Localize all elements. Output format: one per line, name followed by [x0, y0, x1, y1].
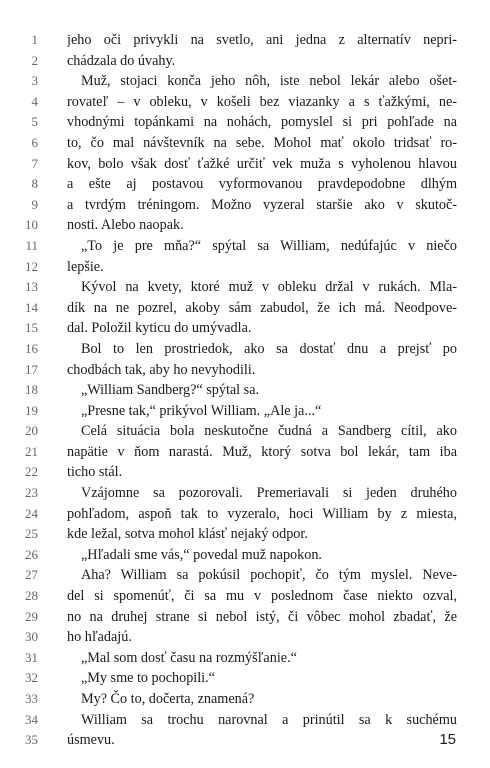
text-line — [0, 504, 490, 525]
line-text: a ešte aj postavou vyformovanou pravdepodobne dlhým — [67, 176, 457, 193]
text-line — [0, 710, 490, 731]
line-number: 28 — [25, 588, 38, 604]
line-number: 6 — [31, 134, 38, 150]
text-line — [0, 112, 490, 133]
text-line — [0, 195, 490, 216]
line-text: kde ležal, sotva mohol klásť nejaký odpor. — [67, 526, 308, 543]
text-line — [0, 133, 490, 154]
line-text: chodbách tak, aby ho nevyhodili. — [67, 361, 256, 378]
text-line — [0, 730, 490, 751]
text-line — [0, 607, 490, 628]
line-number: 3 — [31, 73, 38, 89]
line-number: 4 — [31, 93, 38, 109]
text-line — [0, 51, 490, 72]
text-line — [0, 339, 490, 360]
text-line — [0, 154, 490, 175]
text-line — [0, 360, 490, 381]
line-text: „Mal som dosť času na rozmýšľanie.“ — [81, 649, 297, 666]
text-line — [0, 401, 490, 422]
text-line — [0, 30, 490, 51]
line-number: 35 — [25, 732, 38, 748]
line-number: 1 — [31, 32, 38, 47]
text-line — [0, 421, 490, 442]
line-number: 15 — [25, 320, 38, 336]
line-text: William sa trochu narovnal a prinútil sa k suchému — [81, 711, 457, 728]
line-text: „William Sandberg?“ spýtal sa. — [81, 382, 260, 399]
line-number: 16 — [25, 340, 38, 356]
line-text: úsmevu. — [67, 732, 115, 749]
line-text: no na druhej strane si nebol istý, či vôbec mohol zbadať, že — [67, 608, 457, 625]
line-text: a tvrdým tréningom. Možno vyzeral staršie ako v skutoč- — [67, 196, 457, 213]
text-line — [0, 483, 490, 504]
line-text: Kývol na kvety, ktoré muž v obleku držal v rukách. Mla- — [81, 279, 457, 296]
line-text: „To je pre mňa?“ spýtal sa William, nedúfajúc v niečo — [81, 237, 457, 254]
line-text: to, čo mal návštevník na sebe. Mohol mať okolo tridsať ro- — [67, 134, 457, 151]
line-text: My? Čo to, dočerta, znamená? — [81, 691, 255, 707]
line-number: 32 — [25, 670, 38, 686]
line-text: Celá situácia bola neskutočne čudná a Sandberg cítil, ako — [81, 423, 457, 440]
line-number: 20 — [25, 423, 38, 439]
text-line — [0, 668, 490, 689]
text-line — [0, 545, 490, 566]
line-number: 25 — [25, 526, 38, 542]
text-line — [0, 257, 490, 278]
line-number: 5 — [31, 114, 38, 130]
text-body — [0, 30, 490, 751]
text-line — [0, 277, 490, 298]
line-text: dal. Položil kyticu do umývadla. — [67, 320, 252, 337]
line-number: 7 — [31, 155, 38, 171]
line-number: 18 — [25, 382, 38, 398]
line-number: 30 — [25, 629, 38, 645]
line-number: 29 — [25, 608, 38, 624]
line-number: 27 — [25, 567, 38, 583]
text-line — [0, 298, 490, 319]
line-number: 24 — [25, 505, 38, 521]
line-number: 33 — [25, 691, 38, 706]
line-number: 22 — [25, 464, 38, 480]
line-text: „My sme to pochopili.“ — [81, 670, 215, 687]
line-number: 34 — [25, 711, 38, 727]
line-text: Vzájomne sa pozorovali. Premeriavali si jeden druhého — [81, 485, 457, 502]
line-number: 14 — [25, 299, 38, 315]
text-line — [0, 380, 490, 401]
text-line — [0, 442, 490, 463]
text-line — [0, 524, 490, 545]
line-number: 17 — [25, 361, 38, 377]
line-text: „Hľadali sme vás,“ povedal muž napokon. — [81, 546, 322, 563]
text-line — [0, 627, 490, 648]
text-line — [0, 648, 490, 669]
line-number: 13 — [25, 279, 38, 295]
line-text: nosti. Alebo naopak. — [67, 217, 184, 234]
line-number: 10 — [25, 217, 38, 233]
page-number: 15 — [439, 731, 456, 748]
line-text: kov, bolo však dosť ťažké určiť vek muža s vyholenou hlavou — [67, 155, 457, 172]
line-text: Muž, stojaci konča jeho nôh, iste nebol lekár alebo ošet- — [81, 73, 457, 90]
text-line — [0, 215, 490, 236]
line-number: 26 — [25, 546, 38, 562]
line-number: 11 — [25, 237, 38, 253]
line-text: napätie v ňom narastá. Muž, ktorý sotva bol lekár, tam iba — [67, 443, 457, 460]
line-text: vhodnými topánkami na nohách, pomyslel si pri pohľade na — [67, 114, 457, 131]
line-number: 9 — [31, 196, 38, 212]
text-line — [0, 586, 490, 607]
line-text: chádzala do úvahy. — [67, 52, 176, 69]
line-text: rovateľ – v obleku, v košeli bez viazanky a s ťažkými, ne- — [67, 93, 457, 110]
text-line — [0, 92, 490, 113]
line-text: pohľadom, aspoň tak to vyzeralo, hoci William by z miesta, — [67, 505, 457, 522]
text-line — [0, 71, 490, 92]
line-number: 8 — [31, 176, 38, 192]
text-line — [0, 462, 490, 483]
line-number: 23 — [25, 485, 38, 501]
text-line — [0, 174, 490, 195]
line-text: Aha? William sa pokúsil pochopiť, čo tým myslel. Neve- — [81, 567, 457, 584]
line-number: 21 — [25, 443, 38, 459]
line-number: 12 — [25, 258, 38, 274]
line-text: jeho oči privykli na svetlo, ani jedna z alternatív nepri- — [67, 32, 457, 48]
text-line — [0, 689, 490, 710]
text-line — [0, 236, 490, 257]
text-line — [0, 318, 490, 339]
line-number: 31 — [25, 649, 38, 665]
line-text: dík na ne pozrel, akoby sám zabudol, že ich má. Neodpove- — [67, 299, 457, 316]
line-text: ho hľadajú. — [67, 629, 132, 646]
text-line — [0, 565, 490, 586]
line-number: 19 — [25, 402, 38, 418]
line-text: lepšie. — [67, 258, 104, 275]
line-text: ticho stál. — [67, 464, 123, 481]
line-text: Bol to len prostriedok, ako sa dostať dnu a prejsť po — [81, 340, 457, 357]
line-text: del si spomenúť, či sa mu v poslednom čase niekto ozval, — [67, 588, 457, 605]
line-number: 2 — [31, 52, 38, 68]
line-text: „Presne tak,“ prikývol William. „Ale ja...“ — [81, 402, 322, 419]
